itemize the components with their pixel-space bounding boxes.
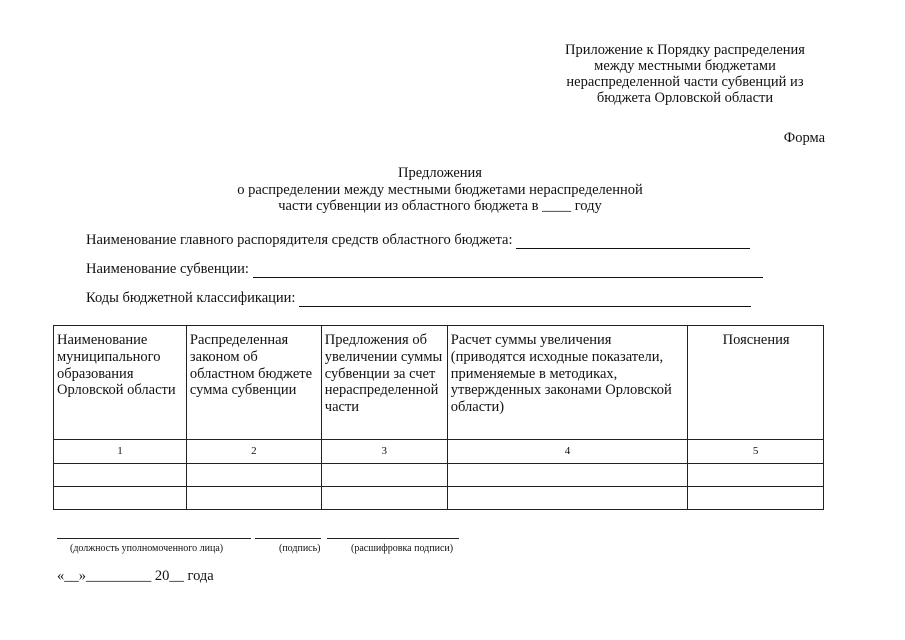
annex-line-2: между местными бюджетами [594,58,776,74]
table-cell[interactable] [186,486,321,509]
subvention-name-label: Наименование субвенции: [86,261,249,277]
table-cell[interactable] [54,486,187,509]
budget-codes-field [86,290,751,307]
table-row [54,463,824,486]
document-title [160,165,720,215]
column-number: 1 [54,440,187,464]
position-signature-line[interactable] [57,538,251,539]
form-label: Форма [783,130,825,146]
signature-line[interactable] [255,538,321,539]
title-line-1: Предложения [398,165,482,181]
annex-line-4: бюджета Орловской области [596,90,774,106]
table-cell[interactable] [321,463,447,486]
proposals-table [53,325,824,510]
header-municipality: Наименование муниципального образования Орловской области [54,326,187,440]
column-numbers-row [54,440,824,464]
position-caption: (должность уполномоченного лица) [70,543,224,554]
annex-line-3: нераспределенной части субвенций из [566,74,804,90]
column-number: 2 [186,440,321,464]
table-cell[interactable] [447,463,687,486]
column-number: 5 [688,440,824,464]
annex-line-1: Приложение к Порядку распределения [565,42,805,58]
table-cell[interactable] [688,486,824,509]
subvention-name-blank[interactable] [253,264,763,278]
table-row [54,486,824,509]
column-number: 3 [321,440,447,464]
table-cell[interactable] [186,463,321,486]
signature-caption: (подпись) [279,543,321,554]
chief-manager-label: Наименование главного распорядителя средств областного бюджета: [86,232,513,248]
table-header-row [54,326,824,440]
table-cell[interactable] [447,486,687,509]
table-cell[interactable] [321,486,447,509]
header-increase-calculation: Расчет суммы увеличения (приводятся исходные показатели, применяемые в методиках, утвержденных законами Орловской области) [447,326,687,440]
title-line-2: о распределении между местными бюджетами нераспределенной [237,181,643,198]
chief-manager-blank[interactable] [516,235,750,249]
annex-header [540,42,830,106]
subvention-name-field [86,261,763,278]
table-cell[interactable] [688,463,824,486]
header-increase-proposals: Предложения об увеличении суммы субвенции за счет нераспределенной части [321,326,447,440]
decoding-caption: (расшифровка подписи) [351,543,454,554]
header-distributed-sum: Распределенная законом об областном бюджете сумма субвенции [186,326,321,440]
date-line[interactable]: «__»_________ 20__ года [57,568,214,584]
chief-manager-field [86,232,750,249]
column-number: 4 [447,440,687,464]
header-explanations: Пояснения [688,326,824,440]
budget-codes-label: Коды бюджетной классификации: [86,290,296,306]
decoding-signature-line[interactable] [327,538,459,539]
table-cell[interactable] [54,463,187,486]
title-line-3: части субвенции из областного бюджета в ____ году [278,198,602,214]
budget-codes-blank[interactable] [299,293,751,307]
